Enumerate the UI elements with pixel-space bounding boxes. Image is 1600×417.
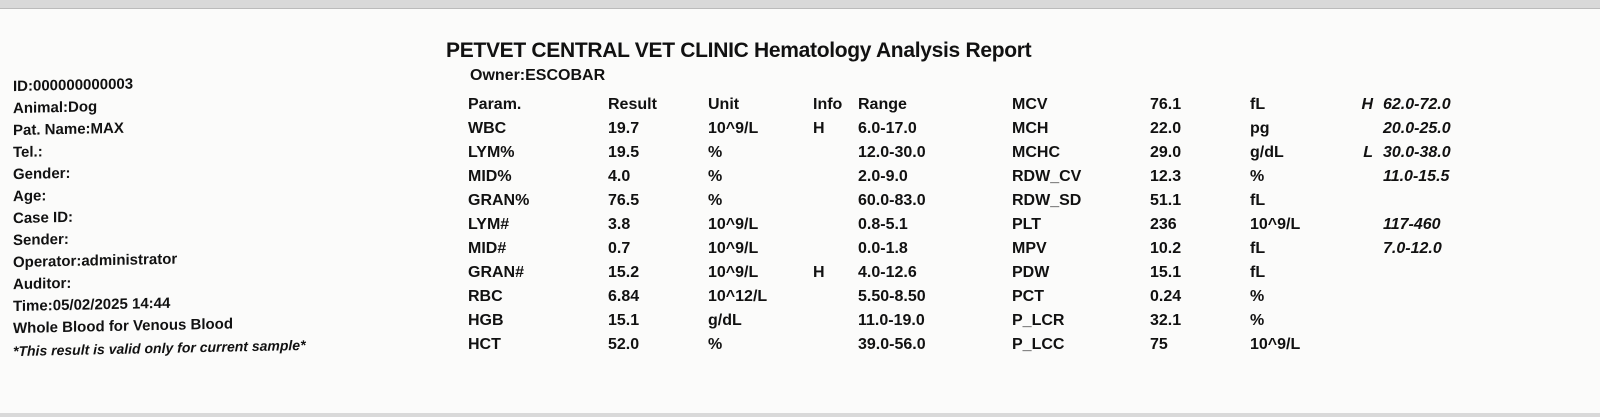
cell-unit: %: [1250, 312, 1265, 329]
sample-type: Whole Blood for Venous Blood: [13, 315, 233, 338]
cell-param: MID%: [468, 168, 512, 185]
col-param: Param.: [468, 96, 522, 113]
cell-info: [1345, 237, 1383, 261]
cell-unit: 10^9/L: [708, 264, 759, 281]
cell-info: [1345, 261, 1383, 285]
cell-param: HCT: [468, 336, 501, 353]
cell-result: 0.24: [1150, 288, 1182, 305]
cell-result: 10.2: [1150, 240, 1182, 257]
cell-result: 4.0: [608, 168, 631, 185]
cell-info: [1345, 189, 1383, 213]
cell-info: H: [1361, 96, 1373, 113]
col-unit: Unit: [708, 96, 740, 113]
cell-param: LYM%: [468, 144, 515, 161]
table-row: [1012, 237, 1493, 261]
cell-range: 117-460: [1383, 216, 1441, 233]
validity-note: *This result is valid only for current sample*: [13, 336, 306, 360]
cell-result: 19.7: [608, 120, 640, 137]
table-row: [1012, 333, 1493, 357]
table-row: [1012, 165, 1493, 189]
cell-range: 11.0-15.5: [1383, 168, 1450, 185]
patient-age: Age:: [13, 187, 47, 206]
cell-unit: 10^9/L: [708, 240, 759, 257]
table-row: [1012, 261, 1493, 285]
cell-range: 0.8-5.1: [858, 216, 908, 233]
cell-unit: %: [708, 192, 723, 209]
patient-info: [13, 73, 306, 359]
cell-param: RDW_SD: [1012, 192, 1082, 209]
cell-range: [1383, 261, 1493, 285]
table-row: [468, 165, 1003, 189]
table-row: [468, 189, 1003, 213]
cell-range: 30.0-38.0: [1383, 144, 1451, 161]
cell-range: 62.0-72.0: [1383, 96, 1451, 113]
table-row: [468, 213, 1003, 237]
table-row: [468, 261, 1003, 285]
cell-param: GRAN#: [468, 264, 525, 281]
cell-param: MPV: [1012, 240, 1047, 257]
cell-unit: fL: [1250, 192, 1266, 209]
cell-param: WBC: [468, 120, 507, 137]
cell-unit: %: [1250, 288, 1265, 305]
cell-range: 39.0-56.0: [858, 336, 926, 353]
cell-result: 0.7: [608, 240, 631, 257]
results-table-left: [468, 93, 1003, 357]
cell-unit: fL: [1250, 240, 1266, 257]
patient-id: ID:000000000003: [13, 75, 134, 96]
auditor: Auditor:: [13, 274, 72, 294]
cell-range: [1383, 189, 1493, 213]
table-row: [468, 117, 1003, 141]
test-time: Time:05/02/2025 14:44: [13, 294, 171, 316]
cell-range: 2.0-9.0: [858, 168, 908, 185]
cell-result: 19.5: [608, 144, 640, 161]
col-info: Info: [813, 96, 843, 113]
cell-result: 76.1: [1150, 96, 1182, 113]
cell-info: H: [813, 264, 825, 281]
cell-unit: pg: [1250, 120, 1270, 137]
cell-range: 7.0-12.0: [1383, 240, 1442, 257]
cell-info: [813, 165, 858, 189]
cell-param: LYM#: [468, 216, 510, 233]
cell-result: 32.1: [1150, 312, 1182, 329]
case-id: Case ID:: [13, 208, 74, 228]
cell-param: RBC: [468, 288, 503, 305]
cell-info: [813, 333, 858, 357]
cell-unit: %: [708, 336, 723, 353]
table-row: [1012, 285, 1493, 309]
patient-tel: Tel.:: [13, 143, 43, 162]
table-row: [468, 309, 1003, 333]
cell-unit: 10^12/L: [708, 288, 768, 305]
cell-info: [813, 213, 858, 237]
report-title: PETVET CENTRAL VET CLINIC Hematology Analysis Report: [446, 39, 1032, 62]
table-row: [1012, 93, 1493, 117]
cell-unit: 10^9/L: [708, 120, 759, 137]
cell-range: 20.0-25.0: [1383, 120, 1451, 137]
cell-unit: 10^9/L: [1250, 216, 1301, 233]
cell-info: H: [813, 120, 825, 137]
cell-param: PLT: [1012, 216, 1042, 233]
cell-param: PCT: [1012, 288, 1044, 305]
cell-param: MID#: [468, 240, 507, 257]
cell-unit: 10^9/L: [708, 216, 759, 233]
cell-range: 0.0-1.8: [858, 240, 908, 257]
col-result: Result: [608, 96, 657, 113]
results-right-body: [1012, 93, 1493, 357]
cell-info: [1345, 213, 1383, 237]
table-row: [1012, 117, 1493, 141]
table-row: [468, 285, 1003, 309]
cell-param: MCV: [1012, 96, 1048, 113]
cell-result: 51.1: [1150, 192, 1182, 209]
cell-range: 5.50-8.50: [858, 288, 926, 305]
patient-gender: Gender:: [13, 164, 71, 184]
cell-info: [813, 189, 858, 213]
owner-label: Owner:ESCOBAR: [470, 67, 606, 84]
cell-info: [813, 237, 858, 261]
cell-result: 15.1: [608, 312, 640, 329]
patient-animal: Animal:Dog: [13, 98, 98, 118]
cell-info: [1345, 285, 1383, 309]
operator: Operator:administrator: [13, 250, 178, 272]
cell-info: [813, 141, 858, 165]
table-row: [468, 141, 1003, 165]
cell-unit: g/dL: [708, 312, 742, 329]
cell-param: P_LCC: [1012, 336, 1065, 353]
cell-param: MCHC: [1012, 144, 1060, 161]
cell-result: 52.0: [608, 336, 640, 353]
cell-range: 11.0-19.0: [858, 312, 925, 329]
cell-info: [813, 309, 858, 333]
cell-range: [1383, 309, 1493, 333]
cell-range: 12.0-30.0: [858, 144, 926, 161]
cell-result: 236: [1150, 216, 1177, 233]
cell-info: [1345, 117, 1383, 141]
col-range: Range: [858, 96, 907, 113]
results-left-body: [468, 117, 1003, 357]
table-row: [1012, 309, 1493, 333]
cell-result: 15.2: [608, 264, 640, 281]
results-table-right: [1012, 93, 1493, 357]
cell-param: PDW: [1012, 264, 1050, 281]
table-row: [1012, 141, 1493, 165]
cell-info: L: [1363, 144, 1373, 161]
cell-param: HGB: [468, 312, 504, 329]
table-row: [1012, 213, 1493, 237]
cell-param: GRAN%: [468, 192, 530, 209]
sender: Sender:: [13, 230, 69, 250]
cell-info: [1345, 309, 1383, 333]
cell-result: 76.5: [608, 192, 640, 209]
cell-unit: %: [1250, 168, 1265, 185]
cell-unit: fL: [1250, 264, 1266, 281]
cell-info: [813, 285, 858, 309]
report-paper: [0, 8, 1600, 413]
cell-result: 15.1: [1150, 264, 1182, 281]
cell-result: 22.0: [1150, 120, 1182, 137]
cell-range: 60.0-83.0: [858, 192, 926, 209]
patient-name: Pat. Name:MAX: [13, 119, 124, 140]
table-row: [1012, 189, 1493, 213]
cell-param: MCH: [1012, 120, 1049, 137]
cell-unit: 10^9/L: [1250, 336, 1301, 353]
table-row: [468, 333, 1003, 357]
cell-unit: g/dL: [1250, 144, 1284, 161]
cell-range: 4.0-12.6: [858, 264, 917, 281]
cell-range: [1383, 333, 1493, 357]
table-row: [468, 237, 1003, 261]
cell-result: 29.0: [1150, 144, 1182, 161]
cell-info: [1345, 165, 1383, 189]
cell-result: 12.3: [1150, 168, 1182, 185]
cell-unit: %: [708, 168, 723, 185]
cell-param: RDW_CV: [1012, 168, 1082, 185]
cell-range: 6.0-17.0: [858, 120, 917, 137]
cell-param: P_LCR: [1012, 312, 1065, 329]
cell-result: 3.8: [608, 216, 631, 233]
cell-range: [1383, 285, 1493, 309]
cell-info: [1345, 333, 1383, 357]
cell-unit: fL: [1250, 96, 1266, 113]
cell-result: 6.84: [608, 288, 640, 305]
cell-result: 75: [1150, 336, 1168, 353]
cell-unit: %: [708, 144, 723, 161]
table-header-row: [468, 93, 1003, 117]
